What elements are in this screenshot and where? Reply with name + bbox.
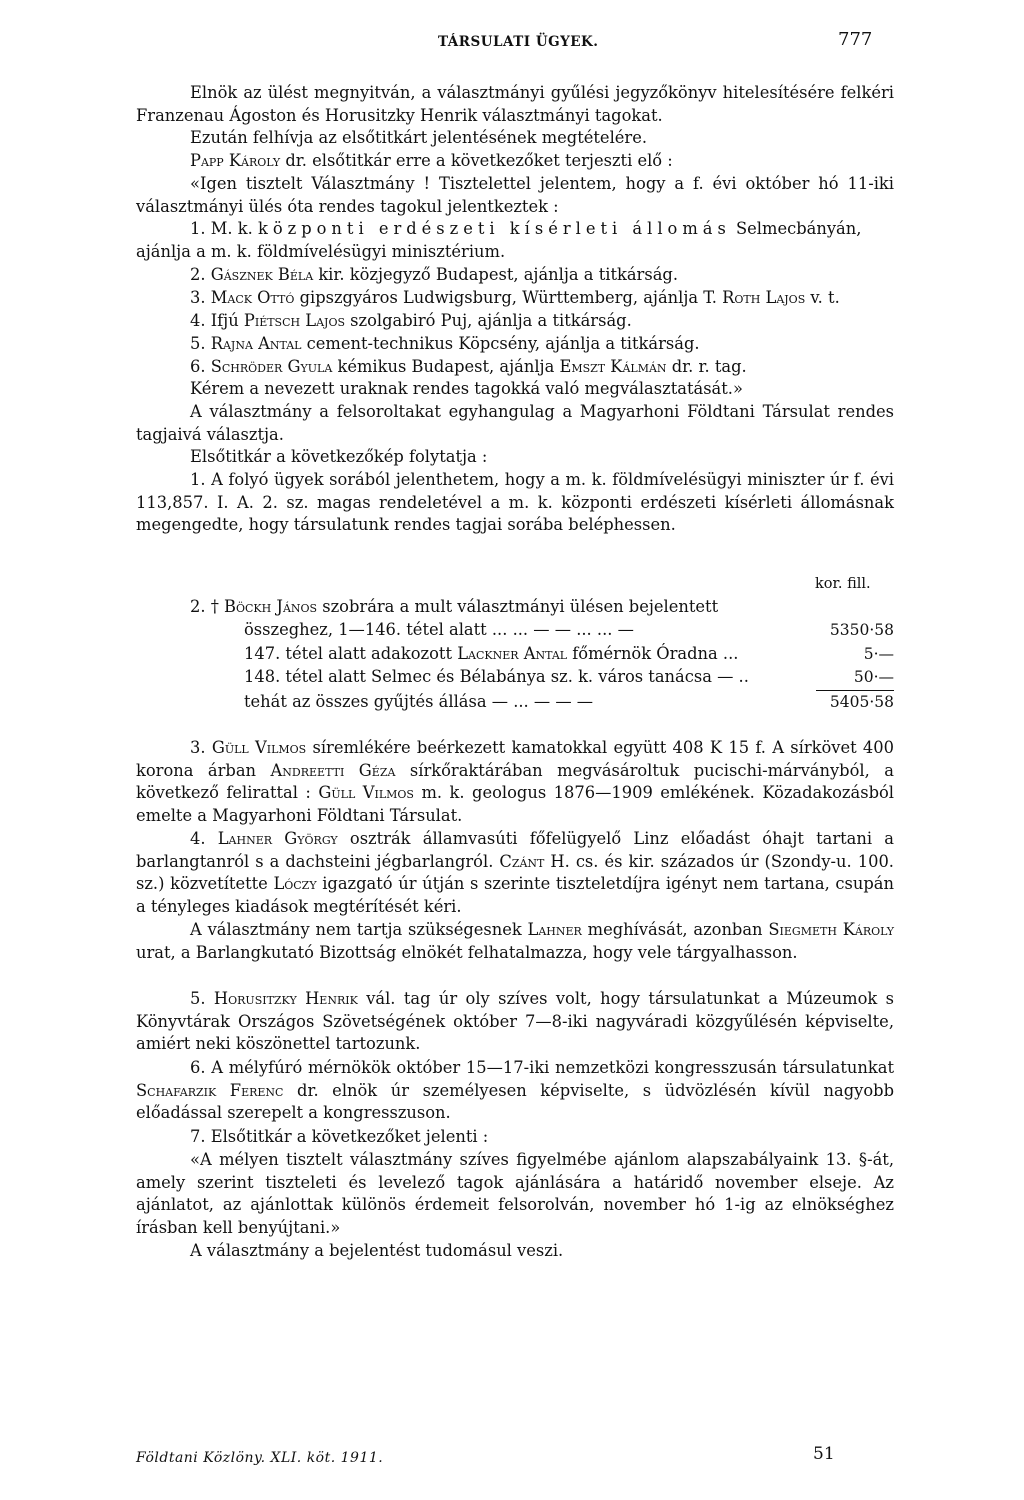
paragraph-election: A választmány a felsoroltakat egyhangulag a Magyarhoni Földtani Társulat rendes tagjaivá választja. xyxy=(136,402,894,444)
item-number: 4. Ifjú xyxy=(190,311,244,330)
page-number: 777 xyxy=(838,29,873,50)
paragraph-item-3 xyxy=(136,737,894,827)
person-name: Rajna Antal xyxy=(210,334,302,353)
member-item-4 xyxy=(190,310,632,333)
person-name: Piétsch Lajos xyxy=(243,311,345,330)
ledger-row-148: 148. tétel alatt Selmec és Bélabánya sz. k. város tanácsa — .. xyxy=(244,667,749,686)
text-run: vál. tag úr oly szíves volt, hogy társulatunkat a Múzeumok s Könyvtárak Országos Szövetségének október 7—8-iki nagyváradi közgyűlésén képviselte, amiért neki köszönettel tartozunk. xyxy=(136,989,894,1054)
text-run: cement-technikus Köpcsény, ajánlja a titkárság. xyxy=(301,334,700,353)
item-number: 3. xyxy=(190,288,211,307)
text-run: H. cs. és kir. százados úr (Szondy-u. 100. sz.) közvetítette xyxy=(136,851,894,894)
member-item-2 xyxy=(190,264,678,287)
person-name: Lóczy xyxy=(273,874,317,894)
paragraph-item-7: 7. Elsőtitkár a következőket jelenti : xyxy=(190,1127,489,1146)
ledger-amount: 5·— xyxy=(863,645,894,663)
paragraph-lahner-decision xyxy=(136,919,894,964)
text-run: szolgabiró Puj, ajánlja a titkárság. xyxy=(345,311,632,330)
person-name: Siegmeth Károly xyxy=(768,920,895,939)
text-run: főmérnök Óradna ... xyxy=(567,644,739,663)
ledger-row-subtotal: összeghez, 1—146. tétel alatt ... ... — — ... ... — xyxy=(244,620,634,639)
ledger-amount: 50·— xyxy=(853,668,894,686)
person-name: Czánt xyxy=(499,851,545,871)
paragraph-opening: Elnök az ülést megnyitván, a választmányi gyűlési jegyzőkönyv hitelesítésére felkéri Franzenau Ágoston és Horusitzky Henrik választmányi tagokat. xyxy=(136,83,894,125)
text-run: szobrára a mult választmányi ülésen bejelentett xyxy=(317,597,719,616)
item-number: 6. xyxy=(190,357,211,376)
member-item-3 xyxy=(190,287,840,310)
person-name: Gásznek Béla xyxy=(210,265,314,284)
person-name: Schröder Gyula xyxy=(210,357,333,376)
text-run: dr. r. tag. xyxy=(666,357,747,376)
person-name: Güll Vilmos xyxy=(211,738,307,757)
person-name: Lackner Antal xyxy=(457,644,568,663)
person-name: Lahner György xyxy=(217,829,338,848)
item-number: 2. xyxy=(190,265,211,284)
member-item-1-cont: ajánlja a m. k. földmívelésügyi minisztérium. xyxy=(136,242,506,261)
person-name: Mack Ottó xyxy=(210,288,295,307)
ledger-amount: 5350·58 xyxy=(829,621,894,639)
text-run: urat, a Barlangkutató Bizottság elnökét felhatalmazza, hogy vele tárgyalhasson. xyxy=(136,942,798,962)
item-number: 1. M. k. xyxy=(190,219,258,238)
text-run: dr. elnök úr személyesen képviselte, s üdvözlésén kívül nagyobb előadással szerepelt a kongresszuson. xyxy=(136,1080,894,1123)
item-number: 2. † xyxy=(190,597,225,616)
paragraph-closing: A választmány a bejelentést tudomásul veszi. xyxy=(190,1241,564,1260)
paragraph-continues: Elsőtitkár a következőkép folytatja : xyxy=(190,447,488,466)
person-name: Lahner xyxy=(527,920,582,939)
ledger-sum-rule xyxy=(816,690,894,691)
member-item-1 xyxy=(190,218,861,241)
item-number: 5. xyxy=(190,334,211,353)
text-run: meghívását, azonban xyxy=(581,920,769,939)
ledger-total-amount: 5405·58 xyxy=(829,693,894,711)
paragraph-report-start: «Igen tisztelt Választmány ! Tisztelettel jelentem, hogy a f. évi október hó 11-iki választmányi ülés óta rendes tagokul jelentkeztek : xyxy=(136,174,894,216)
paragraph-item-6 xyxy=(136,1057,894,1125)
text-run: sírkőraktárában megvásároltuk pucischi-márványból, a következő felirattal : xyxy=(136,760,894,803)
paragraph-secretary-intro xyxy=(136,150,894,173)
text-run: kir. közjegyző Budapest, ajánlja a titkárság. xyxy=(313,265,678,284)
person-name: Schafarzik Ferenc xyxy=(136,1080,284,1100)
paragraph-secretary-call: Ezután felhívja az elsőtitkárt jelentésének megtételére. xyxy=(190,128,648,147)
text-run: v. t. xyxy=(805,288,840,307)
paragraph-item-4 xyxy=(136,828,894,918)
text-run: igazgató úr útján s szerinte tiszteletdíjra igényt nem tartana, csupán a tényleges kiadások megtérítését kéri. xyxy=(136,874,894,916)
text-run: m. k. geologus 1876—1909 emlékének. Közadakozásból emelte a Magyarhoni Földtani Társulat. xyxy=(136,783,894,825)
ledger-column-header: kor. fill. xyxy=(815,576,871,592)
text-run: 6. A mélyfúró mérnökök október 15—17-iki nemzetközi kongresszusán társulatunkat xyxy=(190,1058,894,1077)
person-name: Emszt Kálmán xyxy=(559,357,667,376)
running-header: TÁRSULATI ÜGYEK. xyxy=(438,34,599,50)
institution-name: központi erdészeti kísérleti állomás xyxy=(257,219,731,238)
paragraph-quote: «A mélyen tisztelt választmány szíves figyelmébe ajánlom alapszabályaink 13. §-át, amely szerint tiszteleti és levelező tagok ajánlására a határidő november elseje. Az ajánlatot, az ajánlottak különös érdemeit felsorolván, november hó 1-ig az elnökséghez írásban kell benyújtani.» xyxy=(136,1150,894,1237)
paragraph-item-5 xyxy=(136,988,894,1056)
text-run: síremlékére beérkezett kamatokkal együtt 408 K 15 f. A sírkövet 400 korona árban xyxy=(136,738,894,780)
text-run: dr. elsőtitkár erre a következőket terjeszti elő : xyxy=(280,151,673,170)
signature-number: 51 xyxy=(813,1444,835,1464)
person-name: Böckh János xyxy=(224,597,318,616)
text-run: osztrák államvasúti főfelügyelő Linz előadást óhajt tartani a barlangtanról s a dachsteini jégbarlangról. xyxy=(136,829,894,871)
text-run: kémikus Budapest, ajánlja xyxy=(332,357,560,376)
text-run: 147. tétel alatt adakozott xyxy=(244,644,458,663)
person-name: Horusitzky Henrik xyxy=(213,989,358,1008)
text-run: A választmány nem tartja szükségesnek xyxy=(190,920,528,939)
person-name: Andreetti Géza xyxy=(270,760,396,780)
text-run: 5. xyxy=(190,989,214,1008)
paragraph-item-1: 1. A folyó ügyek sorából jelenthetem, hogy a m. k. földmívelésügyi miniszter úr f. évi 113,857. I. A. 2. sz. magas rendeletével a m. k. központi erdészeti kísérleti állomásnak megengedte, hogy társulatunk rendes tagjai sorába beléphessen. xyxy=(136,470,894,535)
person-name: Roth Lajos xyxy=(722,288,806,307)
ledger-row-intro xyxy=(190,596,718,619)
text-run: 4. xyxy=(190,829,218,848)
member-item-5 xyxy=(190,333,700,356)
person-name: Papp Károly xyxy=(190,151,281,170)
paragraph-request: Kérem a nevezett uraknak rendes tagokká való megválasztatását.» xyxy=(190,379,743,398)
person-name: Güll Vilmos xyxy=(318,783,414,803)
text-run: Selmecbányán, xyxy=(730,219,862,238)
text-run: gipszgyáros Ludwigsburg, Württemberg, ajánlja T. xyxy=(294,288,723,307)
journal-footer: Földtani Közlöny. XLI. köt. 1911. xyxy=(136,1450,384,1466)
member-item-6 xyxy=(190,356,747,379)
ledger-row-total: tehát az összes gyűjtés állása — ... — — — xyxy=(244,692,594,711)
text-run: 3. xyxy=(190,738,212,757)
ledger-row-147 xyxy=(244,643,738,666)
